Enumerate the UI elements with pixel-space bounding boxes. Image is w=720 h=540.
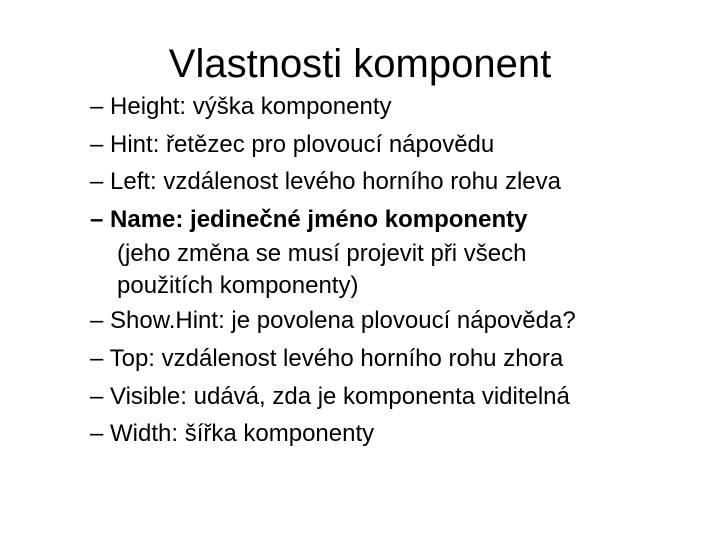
list-item: [90, 302, 576, 340]
list-item-text: Width: šířka komponenty: [110, 420, 375, 448]
list-item: [90, 88, 576, 126]
bullet-dash: –: [90, 344, 110, 372]
list-item: [90, 378, 576, 416]
list-item-text: Height: výška komponenty: [110, 93, 392, 120]
list-item-text: Name: jedinečné jméno komponenty: [110, 205, 528, 233]
list-item: [90, 415, 576, 453]
list-item: [90, 126, 576, 164]
list-item-continuation: (jeho změna se musí projevit při všech: [117, 240, 527, 268]
bullet-dash: –: [90, 420, 111, 448]
list-item-text: Visible: udává, zda je komponenta viditelná: [110, 382, 570, 410]
list-item-text: Hint: řetězec pro plovoucí nápovědu: [110, 130, 495, 158]
bullet-dash: –: [90, 307, 111, 335]
bullet-dash: –: [90, 168, 111, 196]
list-item-text: Show.Hint: je povolena plovoucí nápověda?: [110, 307, 576, 335]
bullet-dash: –: [90, 382, 111, 410]
list-item-text: Top: vzdálenost levého horního rohu zhora: [109, 344, 564, 372]
list-item: [90, 340, 576, 378]
bullet-dash: –: [90, 93, 111, 120]
property-list: [90, 88, 576, 453]
bullet-dash: –: [90, 205, 111, 233]
bullet-dash: –: [90, 130, 111, 158]
slide-title: Vlastnosti komponent: [168, 42, 552, 86]
list-item-continuation: použitích komponenty): [117, 272, 359, 300]
list-item-text: Left: vzdálenost levého horního rohu zleva: [110, 168, 561, 196]
list-item: [90, 163, 576, 201]
list-item: [90, 201, 576, 303]
